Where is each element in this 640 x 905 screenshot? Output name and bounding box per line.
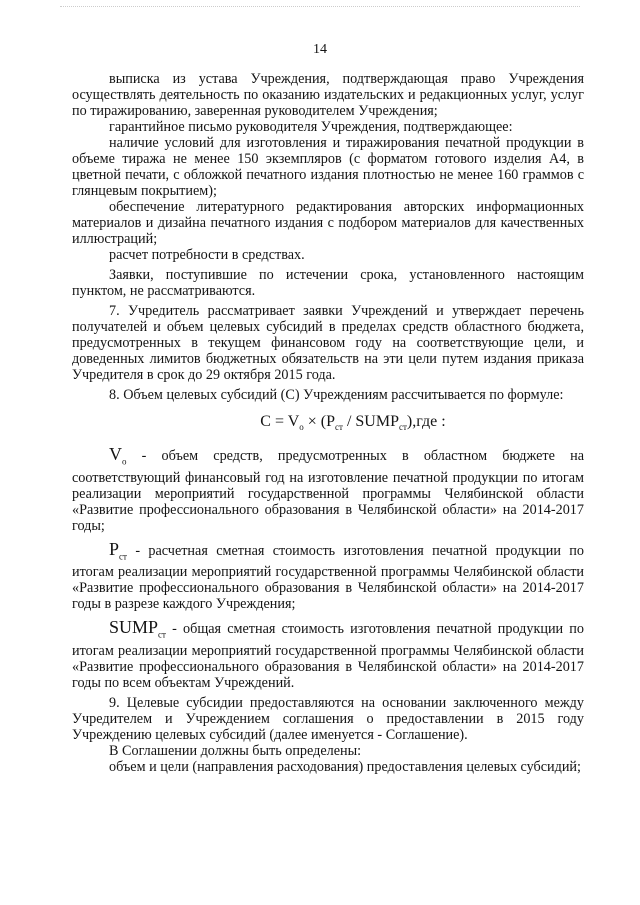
definition-sump-text: - общая сметная стоимость изготовления печатной продукции по итогам реализации мероприятий государственной программы Челябинской области «Развитие профессионального образования в Челябинской области» на 2014-2017 годы по всем объектам Учреждений. xyxy=(72,621,584,691)
paragraph-printing-conditions: наличие условий для изготовления и тиражирования печатной продукции в объеме тиража не менее 150 экземпляров (с форматом готового изделия А4, в цветной печати, с обложкой печатного издания плотностью не менее 160 граммов с глянцевым покрытием); xyxy=(72,135,584,199)
symbol-sump-letter: SUMP xyxy=(109,617,159,638)
paragraph-charter-extract: выписка из устава Учреждения, подтверждающая право Учреждения осуществлять деятельность по оказанию издательских и редакционных услуг, услуг по тиражированию, заверенная руководителем Учреждения; xyxy=(72,71,584,119)
scan-artifact xyxy=(60,6,580,13)
paragraph-subsidy-purpose: объем и цели (направления расходования) предоставления целевых субсидий; xyxy=(109,758,581,775)
formula-tail: ),где : xyxy=(406,413,446,430)
definition-vo-text: - объем средств, предусмотренных в областном бюджете на соответствующий финансовый год на изготовление печатной продукции по итогам реализации мероприятий государственной программы Челябинской области «Развитие профессионального образования в Челябинской области» на 2014-2017 годы; xyxy=(72,448,584,534)
paragraph-item-9: 9. Целевые субсидии предоставляются на основании заключенного между Учредителем и Учреждением соглашения о предоставлении в 2015 году Учреждению целевых субсидий (далее именуется - Соглашение). xyxy=(72,694,584,743)
definition-vo xyxy=(72,446,584,534)
paragraph-guarantee-letter: гарантийное письмо руководителя Учреждения, подтверждающее: xyxy=(109,119,513,135)
formula-mid: × (P xyxy=(303,413,336,430)
symbol-pst-sub: ст xyxy=(119,551,127,562)
symbol-pst-letter: P xyxy=(109,538,120,559)
formula-div: / SUMP xyxy=(342,413,399,430)
definition-sump xyxy=(72,619,584,691)
formula-v-sub: о xyxy=(299,422,304,433)
paragraph-item-8: 8. Объем целевых субсидий (С) Учреждениям рассчитывается по формуле: xyxy=(109,387,564,403)
symbol-sump-sub: ст xyxy=(158,629,166,640)
subsidy-formula xyxy=(72,411,584,438)
symbol-pst xyxy=(109,538,127,562)
symbol-vo-sub: о xyxy=(122,456,127,467)
paragraph-editing: обеспечение литературного редактирования авторских информационных материалов и дизайна печатного издания с подбором материалов для качественных иллюстраций; xyxy=(72,199,584,247)
symbol-sump xyxy=(109,617,166,640)
paragraph-late-applications: Заявки, поступившие по истечении срока, установленного настоящим пунктом, не рассматриваются. xyxy=(72,267,584,299)
paragraph-agreement-terms: В Соглашении должны быть определены: xyxy=(109,742,362,759)
formula-lhs: C = V xyxy=(260,413,300,430)
document-body xyxy=(72,71,584,775)
definition-pst xyxy=(72,538,584,613)
paragraph-item-7: 7. Учредитель рассматривает заявки Учреждений и утверждает перечень получателей и объем целевых субсидий в пределах средств областного бюджета, предусмотренных в текущем финансовом году на соответствующие цели, и доведенных лимитов бюджетных обязательств на эти цели путем издания приказа Учредителя в срок до 29 октября 2015 года. xyxy=(72,303,584,383)
definition-pst-text: - расчетная сметная стоимость изготовления печатной продукции по итогам реализации мероприятий государственной программы Челябинской области «Развитие профессионального образования в Челябинской области» на 2014-2017 годы в разрезе каждого Учреждения; xyxy=(72,542,584,613)
paragraph-funding-calc: расчет потребности в средствах. xyxy=(109,247,305,263)
page-number: 14 xyxy=(313,42,327,57)
formula-sum-sub: ст xyxy=(398,422,407,433)
formula-p-sub: ст xyxy=(335,422,343,433)
symbol-vo xyxy=(109,444,127,467)
symbol-vo-letter: V xyxy=(109,444,122,465)
